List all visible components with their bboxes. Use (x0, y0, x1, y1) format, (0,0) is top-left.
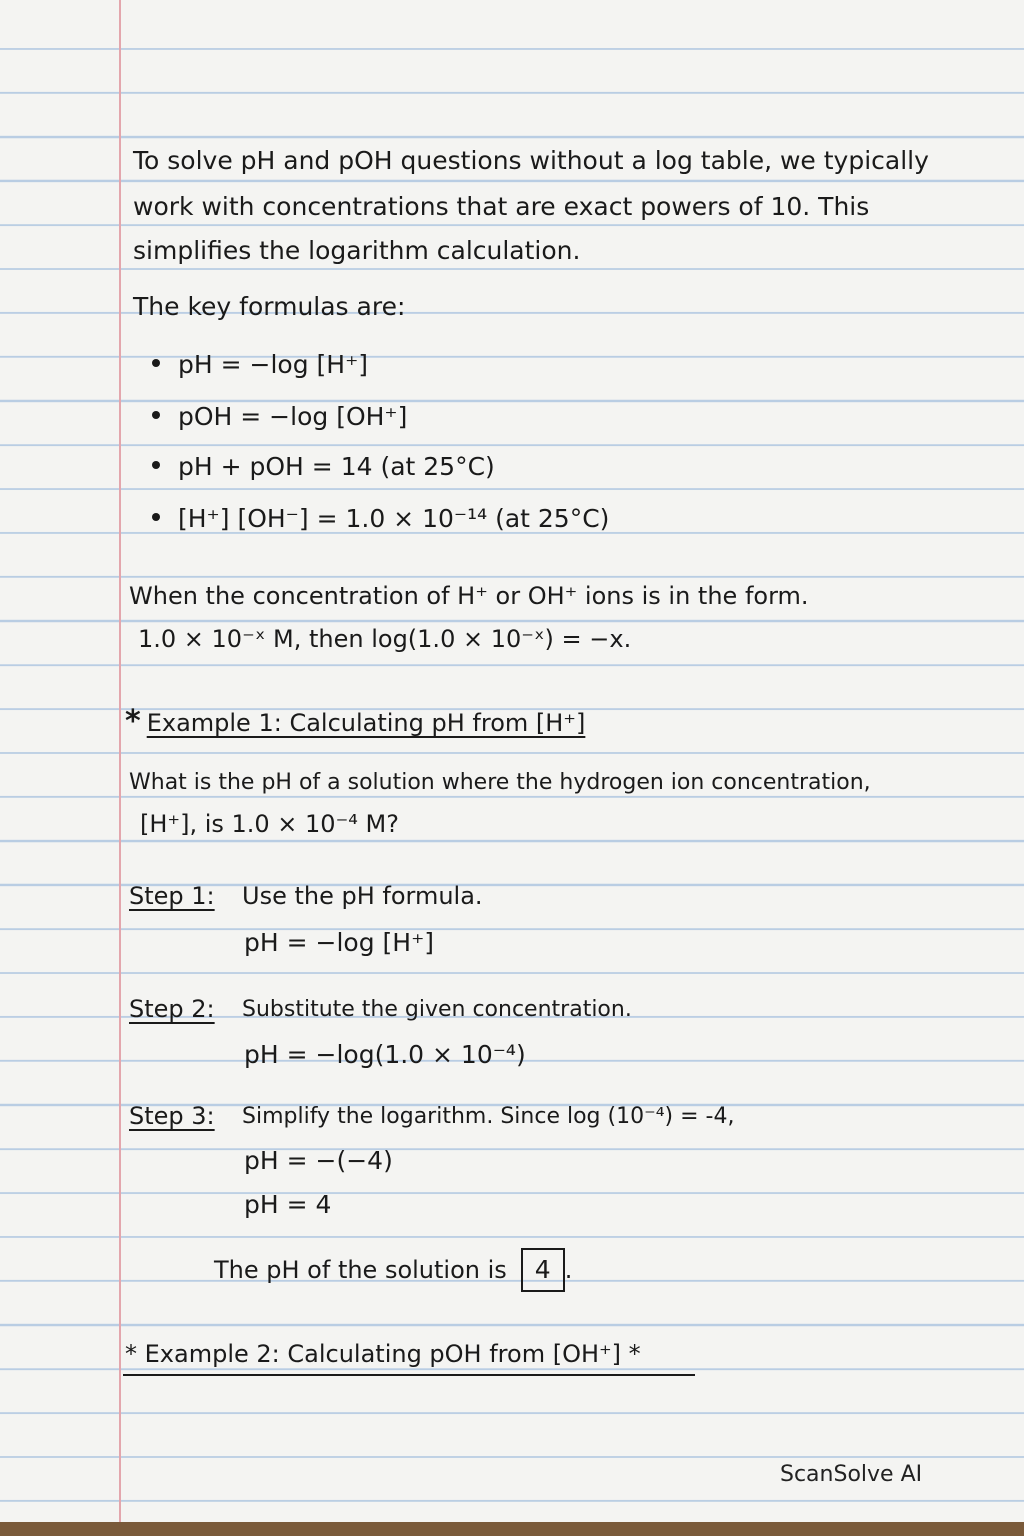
example-1-title: Example 1: Calculating pH from [H⁺] (146, 709, 586, 737)
note-line-2: 1.0 × 10⁻ˣ M, then log(1.0 × 10⁻ˣ) = −x. (138, 625, 632, 653)
question-line-2: [H⁺], is 1.0 × 10⁻⁴ M? (140, 810, 399, 838)
brand-watermark: ScanSolve AI (780, 1462, 923, 1487)
example-2-underline (123, 1374, 695, 1376)
step-3-work-2: pH = 4 (244, 1190, 332, 1219)
conclusion-period: . (564, 1256, 573, 1284)
answer-box: 4 (521, 1248, 565, 1292)
formula-item: pH + pOH = 14 (at 25°C) (152, 452, 495, 481)
intro-line-3: simplifies the logarithm calculation. (133, 236, 581, 265)
step-1-work: pH = −log [H⁺] (244, 928, 435, 957)
step-2-label: Step 2: (129, 995, 215, 1023)
conclusion: The pH of the solution is 4 . (214, 1248, 572, 1292)
intro-line-2: work with concentrations that are exact powers of 10. This (133, 192, 870, 221)
step-2-work: pH = −log(1.0 × 10⁻⁴) (244, 1040, 526, 1069)
intro-line-1: To solve pH and pOH questions without a log table, we typically (133, 146, 929, 175)
bullet-icon (152, 513, 160, 521)
question-line-1: What is the pH of a solution where the hydrogen ion concentration, (129, 770, 871, 795)
note-line-1: When the concentration of H⁺ or OH⁺ ions is in the form. (129, 582, 809, 610)
step-2-text: Substitute the given concentration. (242, 997, 632, 1022)
step-3-work-1: pH = −(−4) (244, 1146, 393, 1175)
step-3-text: Simplify the logarithm. Since log (10⁻⁴) = -4, (242, 1104, 735, 1129)
step-3-label: Step 3: (129, 1102, 215, 1130)
bullet-icon (152, 411, 160, 419)
formula-item: pOH = −log [OH⁺] (152, 402, 407, 431)
formula-item: pH = −log [H⁺] (152, 350, 368, 379)
bullet-icon (152, 359, 160, 367)
step-1-text: Use the pH formula. (242, 882, 483, 910)
step-1-label: Step 1: (129, 882, 215, 910)
example-1-heading: * Example 1: Calculating pH from [H⁺] (125, 704, 586, 739)
margin-line (119, 0, 121, 1522)
formulas-heading: The key formulas are: (133, 292, 406, 321)
formula-item: [H⁺] [OH⁻] = 1.0 × 10⁻¹⁴ (at 25°C) (152, 504, 609, 533)
bullet-icon (152, 461, 160, 469)
example-2-title: * Example 2: Calculating pOH from [OH⁺] * (125, 1340, 641, 1368)
